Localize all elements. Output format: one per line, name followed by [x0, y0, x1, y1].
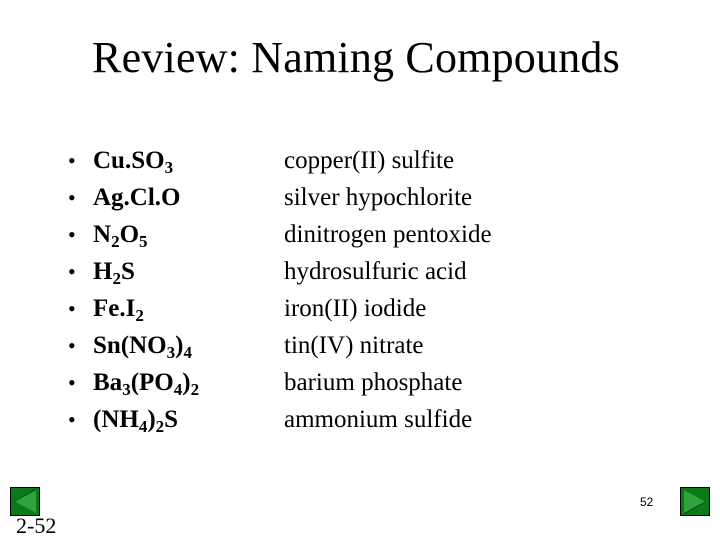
- formula-text: Ag.Cl.O: [93, 184, 181, 211]
- formula-subscript: 4: [173, 380, 183, 399]
- formula-list: [68, 142, 199, 438]
- formula-text: ): [147, 406, 156, 433]
- chemical-formula: [93, 406, 179, 436]
- formula-subscript: 2: [135, 306, 144, 325]
- formula-text: Cu.SO: [93, 147, 165, 174]
- formula-item: [68, 327, 199, 364]
- slide-code: 2-52: [16, 513, 57, 538]
- formula-item: [68, 179, 199, 216]
- formula-text: Sn(NO: [93, 332, 167, 359]
- bullet-icon: •: [68, 148, 76, 173]
- formula-item: [68, 364, 199, 401]
- bullet-icon: •: [68, 259, 76, 284]
- formula-subscript: 5: [139, 232, 148, 251]
- compound-name: ammonium sulfide: [284, 406, 473, 433]
- formula-text: Ba: [93, 369, 123, 396]
- chemical-formula: [93, 295, 144, 325]
- chemical-formula: [93, 147, 174, 177]
- chemical-formula: [93, 221, 148, 251]
- formula-subscript: 2: [190, 380, 200, 399]
- formula-text: Fe.I: [93, 295, 136, 322]
- bullet-icon: •: [68, 296, 76, 321]
- formula-text: S: [164, 406, 179, 433]
- compound-name: barium phosphate: [284, 369, 463, 396]
- triangle-right-icon: [680, 487, 710, 516]
- formula-item: [68, 142, 199, 179]
- formula-item: [68, 216, 199, 253]
- formula-text: N: [93, 221, 112, 248]
- formula-text: H: [93, 258, 113, 285]
- compound-name-list: [284, 142, 492, 438]
- chemical-formula: [93, 184, 181, 211]
- formula-text: S: [120, 258, 135, 285]
- page-number: 52: [640, 495, 654, 509]
- formula-text: (PO: [130, 369, 174, 396]
- formula-subscript: 3: [166, 343, 176, 362]
- slide-title: Review: Naming Compounds: [92, 33, 620, 82]
- formula-item: [68, 401, 199, 438]
- formula-item: [68, 290, 199, 327]
- formula-subscript: 3: [122, 380, 131, 399]
- next-slide-button[interactable]: [680, 487, 710, 516]
- bullet-icon: •: [68, 333, 76, 358]
- formula-subscript: 4: [138, 417, 148, 436]
- formula-subscript: 3: [164, 158, 174, 177]
- bullet-icon: •: [68, 370, 76, 395]
- compound-name: dinitrogen pentoxide: [284, 221, 492, 248]
- formula-subscript: 2: [111, 232, 120, 251]
- previous-slide-button[interactable]: [10, 487, 40, 516]
- compound-name: silver hypochlorite: [284, 184, 473, 211]
- chemical-formula: [93, 332, 192, 362]
- compound-name: iron(II) iodide: [284, 295, 427, 322]
- formula-text: O: [119, 221, 140, 248]
- bullet-icon: •: [68, 185, 76, 210]
- compound-name: tin(IV) nitrate: [284, 332, 424, 359]
- triangle-left-icon: [10, 487, 40, 516]
- formula-subscript: 4: [183, 343, 192, 362]
- formula-item: [68, 253, 199, 290]
- formula-text: ): [182, 369, 191, 396]
- bullet-icon: •: [68, 222, 76, 247]
- formula-text: ): [175, 332, 184, 359]
- chemical-formula: [93, 258, 135, 288]
- formula-subscript: 2: [112, 269, 121, 288]
- formula-text: (NH: [93, 406, 139, 433]
- chemical-formula: [93, 369, 200, 399]
- formula-subscript: 2: [155, 417, 165, 436]
- bullet-icon: •: [68, 407, 76, 432]
- compound-name: copper(II) sulfite: [284, 147, 455, 174]
- compound-name: hydrosulfuric acid: [284, 258, 467, 285]
